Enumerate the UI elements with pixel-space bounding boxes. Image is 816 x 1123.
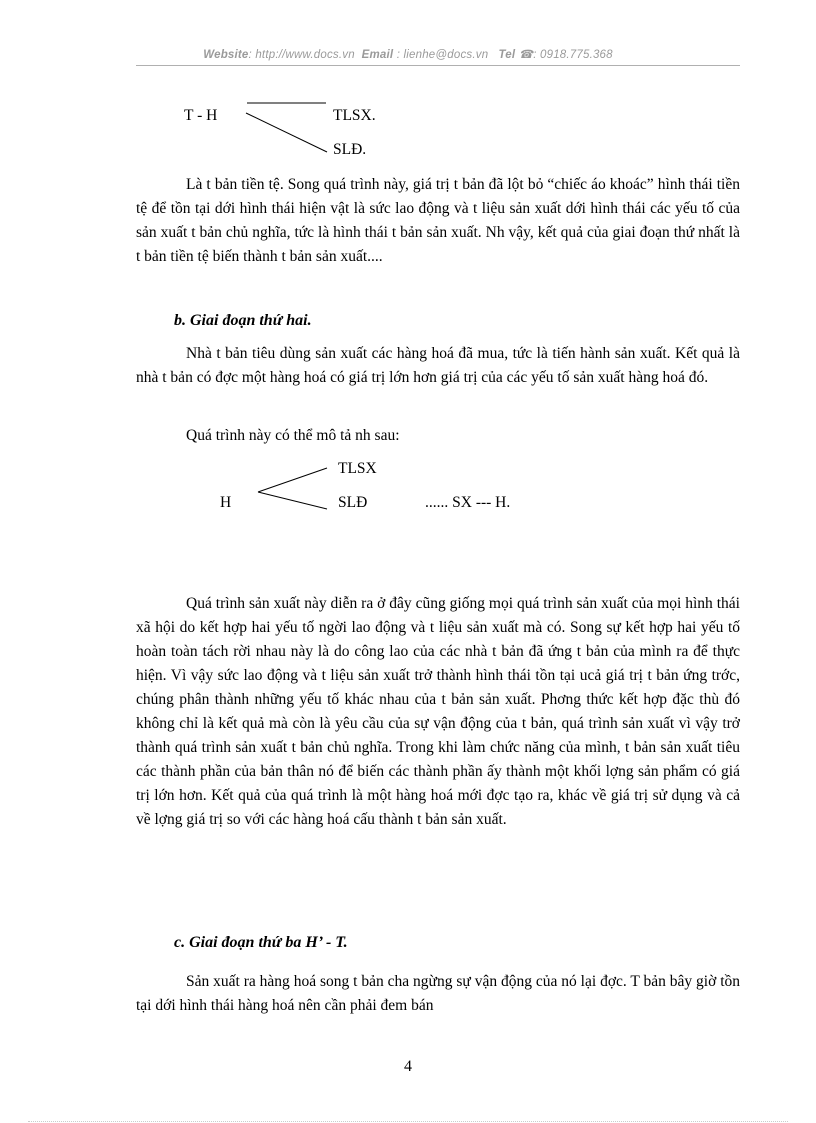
- diagram2-branch-bottom: SLĐ: [338, 494, 368, 511]
- diagram2-branch-top: TLSX: [338, 460, 377, 477]
- website-label: Website: [203, 49, 249, 61]
- tel-value: ☎: 0918.775.368: [518, 49, 613, 61]
- diagram2-source: H: [220, 494, 232, 511]
- heading-stage-three: c. Giai đoạn thứ ba H’ - T.: [174, 934, 348, 951]
- website-value: : http://www.docs.vn: [248, 49, 355, 61]
- diagram2-continuation: ...... SX --- H.: [425, 494, 511, 511]
- diagram1-branch-top: TLSX.: [333, 107, 376, 124]
- email-value: : lienhe@docs.vn: [396, 49, 489, 61]
- email-label: Email: [361, 49, 394, 61]
- paragraph-5: Sản xuất ra hàng hoá song t bản cha ngừng sự vận động của nó lại đợc. T bản bây giờ tồn tại dới hình thái hàng hoá nên cần phải đem bán: [136, 973, 740, 1014]
- footer-divider: [28, 1121, 788, 1122]
- paragraph-4: Quá trình sản xuất này diễn ra ở đây cũng giống mọi quá trình sản xuất của mọi hình thái xã hội do kết hợp hai yếu tố ngời lao động và t liệu sản xuất mà có. Song sự kết hợp hai yếu tố hoàn toàn tách rời nhau này là do công lao của các nhà t bản đã ứng t bản của mình ra để thực hiện. Vì vậy sức lao động và t liệu sản xuất trở thành hình thái tồn tại ucả giá trị t bản ứng trớc, chúng phân thành những yếu tố khác nhau của t bản sản xuất. Phơng thức kết hợp đặc thù đó không chỉ là kết quả mà còn là yêu cầu của sự vận động của t bản, quá trình sản xuất vì vậy trở thành quá trình sản xuất t bản chủ nghĩa. Trong khi làm chức năng của mình, t bản sản xuất tiêu các thành phần của bản thân nó để biến các thành phần ấy thành một khối lợng sản phẩm có giá trị lớn hơn. Kết quả của quá trình là một hàng hoá mới đợc tạo ra, khác về giá trị sử dụng và cả về lợng giá trị so với các hàng hoá cấu thành t bản sản xuất.: [136, 595, 740, 828]
- paragraph-3: Quá trình này có thể mô tả nh sau:: [186, 427, 400, 444]
- paragraph-1: Là t bản tiền tệ. Song quá trình này, giá trị t bản đã lột bỏ “chiếc áo khoác” hình thái tiền tệ để tồn tại dới hình thái hiện vật là sức lao động và t liệu sản xuất dới hình thái các yếu tố của sản xuất t bản chủ nghĩa, tức là hình thái t bản sản xuất. Nh vậy, kết quả của giai đoạn thứ nhất là t bản tiền tệ biến thành t bản sản xuất....: [136, 176, 740, 265]
- diagram1-source: T - H: [184, 107, 218, 124]
- page-number: 4: [404, 1058, 412, 1075]
- tel-label: Tel: [498, 49, 516, 61]
- heading-stage-two: b. Giai đoạn thứ hai.: [174, 312, 312, 329]
- diagram1-branch-bottom: SLĐ.: [333, 141, 367, 158]
- paragraph-2: Nhà t bản tiêu dùng sản xuất các hàng hoá đã mua, tức là tiến hành sản xuất. Kết quả là nhà t bản có đợc một hàng hoá có giá trị lớn hơn giá trị của các yếu tố sản xuất hàng hoá đó.: [136, 345, 740, 386]
